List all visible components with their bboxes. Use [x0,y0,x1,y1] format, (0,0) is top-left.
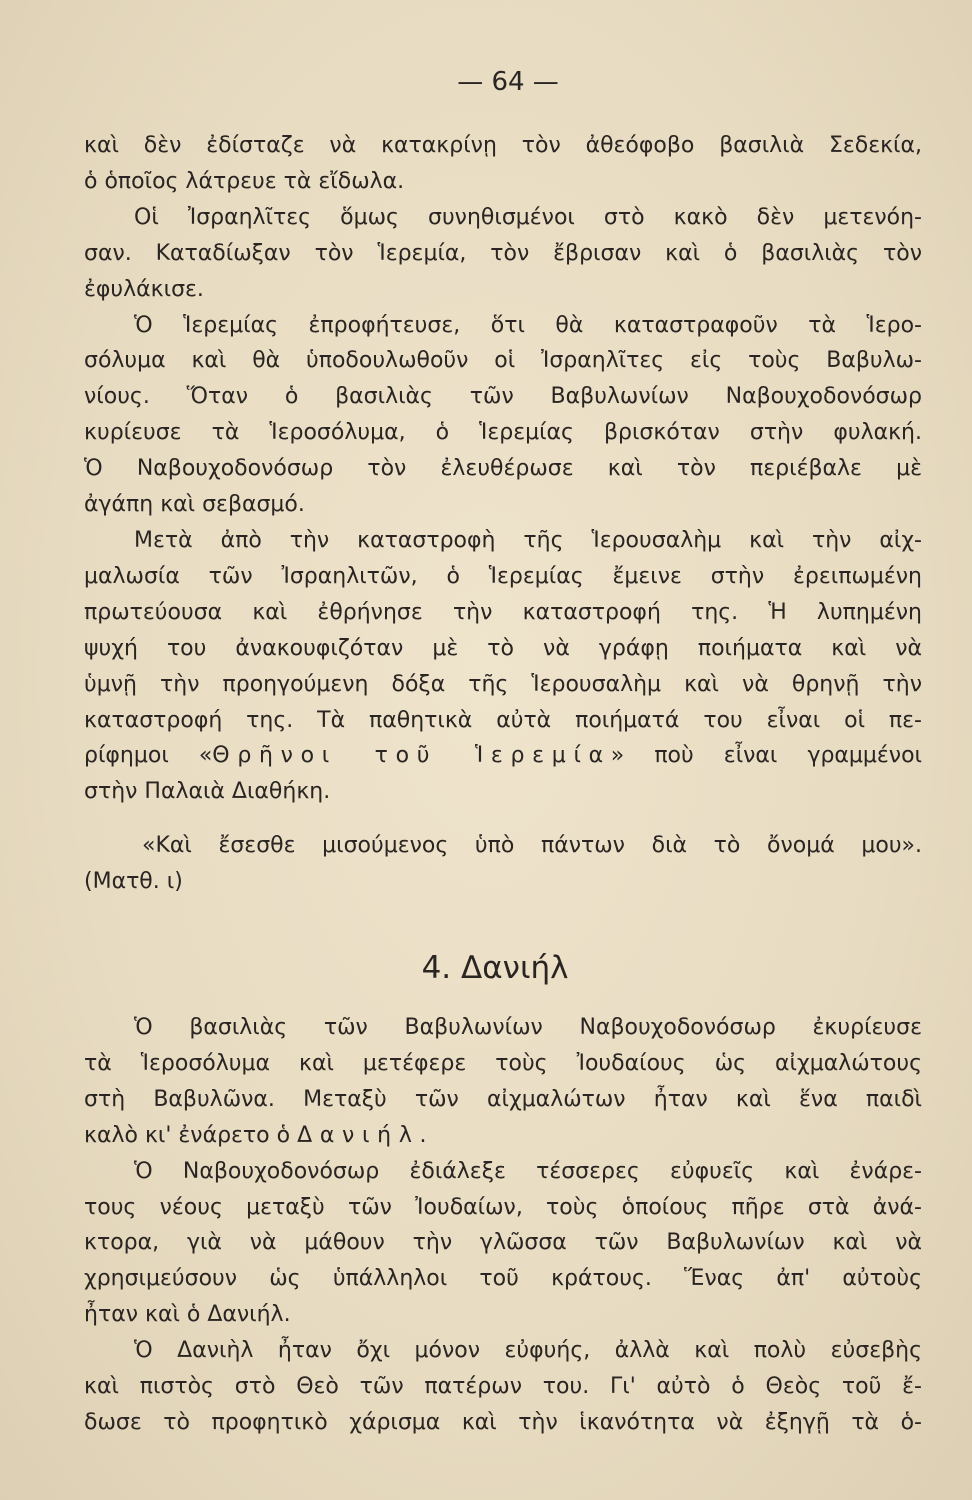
text-line: ἐφυλάκισε. [84,276,204,302]
text-line: χρησιμεύσουν ὡς ὑπάλληλοι τοῦ κράτους. Ἕνας ἀπ' αὐτοὺς [84,1266,922,1292]
text-line-threnoi [84,738,922,774]
quote-source: (Ματθ. ι) [84,869,183,895]
text-line: Ὁ Ναβουχοδονόσωρ ἐδιάλεξε τέσσερες εὐφυεῖς καὶ ἐνάρε- [134,1158,922,1184]
text-line: πρωτεύουσα καὶ ἐθρήνησε τὴν καταστροφή της. Ἡ λυπημένη [84,599,922,625]
text-line: Ὁ Δανιὴλ ἦταν ὄχι μόνον εὐφυής, ἀλλὰ καὶ πολὺ εὐσεβὴς [134,1338,922,1364]
text-line: ὑμνῇ τὴν προηγούμενη δόξα τῆς Ἱερουσαλὴμ καὶ νὰ θρηνῇ τὴν [84,671,922,697]
text-line: καὶ δὲν ἐδίσταζε νὰ κατακρίνῃ τὸν ἀθεόφοβο βασιλιὰ Σεδεκία, [84,133,922,158]
section-daniel [84,1010,922,1441]
text-line: Μετὰ ἀπὸ τὴν καταστροφὴ τῆς Ἱερουσαλὴμ καὶ τὴν αἰχ- [134,527,922,553]
text-line: τους νέους μεταξὺ τῶν Ἰουδαίων, τοὺς ὁποίους πῆρε στὰ ἀνά- [84,1194,922,1220]
text-line: ψυχή του ἀνακουφιζόταν μὲ τὸ νὰ γράφῃ ποιήματα καὶ νὰ [84,635,922,661]
text-line: σαν. Καταδίωξαν τὸν Ἱερεμία, τὸν ἔβρισαν καὶ ὁ βασιλιὰς τὸν [84,240,922,266]
text-line: καταστροφή της. Τὰ παθητικὰ αὐτὰ ποιήματά του εἶναι οἱ πε- [84,707,922,733]
chapter-title: 4. Δανιήλ [421,950,569,987]
quote-line: «Καὶ ἔσεσθε μισούμενος ὑπὸ πάντων διὰ τὸ ὄνομά μου». [142,833,922,859]
text-line: Οἱ Ἰσραηλῖτες ὅμως συνηθισμένοι στὸ κακὸ δὲν μετενόη- [134,204,922,230]
text-line: κτορα, γιὰ νὰ μάθουν τὴν γλῶσσα τῶν Βαβυλωνίων καὶ νὰ [84,1230,922,1256]
name-daniel: Δανιήλ. [297,1122,435,1148]
text-line: τὰ Ἱεροσόλυμα καὶ μετέφερε τοὺς Ἰουδαίους ὡς αἰχμαλώτους [84,1050,922,1076]
text-line: ὁ ὁποῖος λάτρευε τὰ εἴδωλα. [84,168,405,194]
text-line: καὶ πιστὸς στὸ Θεὸ τῶν πατέρων του. Γι' αὐτὸ ὁ Θεὸς τοῦ ἔ- [84,1374,922,1400]
text-fragment: » ποὺ εἶναι γραμμένοι [610,743,923,769]
text-line: ἀγάπη καὶ σεβασμό. [84,492,305,518]
spacer [84,810,922,828]
text-line: μαλωσία τῶν Ἰσραηλιτῶν, ὁ Ἱερεμίας ἔμεινε στὴν ἐρειπωμένη [84,563,922,589]
text-line-daniel [84,1118,922,1154]
text-line: κυρίευσε τὰ Ἱεροσόλυμα, ὁ Ἱερεμίας βρισκόταν στὴν φυλακή. [84,420,922,446]
text-line: δωσε τὸ προφητικὸ χάρισμα καὶ τὴν ἱκανότητα νὰ ἐξηγῇ τὰ ὁ- [84,1410,922,1435]
text-line: στὴ Βαβυλῶνα. Μεταξὺ τῶν αἰχμαλώτων ἦταν καὶ ἕνα παιδὶ [84,1086,922,1112]
bible-quote [84,828,922,900]
book-page [84,62,922,1441]
text-fragment: καλὸ κι' ἐνάρετο ὁ [84,1122,298,1148]
text-line: Ὁ Ναβουχοδονόσωρ τὸν ἐλευθέρωσε καὶ τὸν περιέβαλε μὲ [84,456,922,482]
section-jeremiah [84,128,922,810]
text-line: νίους. Ὅταν ὁ βασιλιὰς τῶν Βαβυλωνίων Ναβουχοδονόσωρ [84,384,922,410]
text-fragment: ρίφημοι « [84,743,213,769]
text-line: σόλυμα καὶ θὰ ὑποδουλωθοῦν οἱ Ἰσραηλῖτες εἰς τοὺς Βαβυλω- [84,348,922,374]
title-threnoi: Θρῆνοι τοῦ Ἱερεμία [212,743,611,769]
text-line: στὴν Παλαιὰ Διαθήκη. [84,779,331,805]
text-line: ἦταν καὶ ὁ Δανιήλ. [84,1302,291,1328]
page-number: — 64 — [457,67,559,97]
text-line: Ὁ Ἱερεμίας ἐπροφήτευσε, ὅτι θὰ καταστραφοῦν τὰ Ἱερο- [134,312,922,338]
text-line: Ὁ βασιλιὰς τῶν Βαβυλωνίων Ναβουχοδονόσωρ ἐκυρίευσε [134,1015,922,1041]
